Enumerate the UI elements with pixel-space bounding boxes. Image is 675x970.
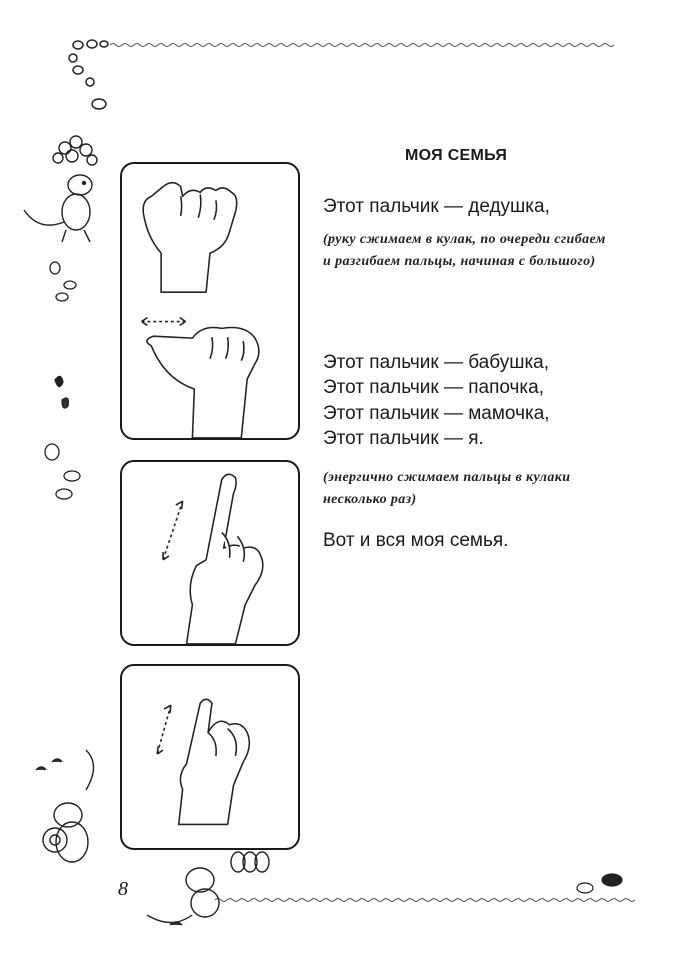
verse-line-2: Этот пальчик — бабушка, xyxy=(323,352,550,373)
instruction-note-1: (руку сжимаем в кулак, по очереди сгибаем и разгибаем пальцы, начиная с большого) xyxy=(323,232,606,269)
index-finger-up-icon xyxy=(122,462,298,644)
page-number: 8 xyxy=(118,878,128,900)
mouse-top-icon xyxy=(24,136,97,242)
page-title: МОЯ СЕМЬЯ xyxy=(405,147,508,164)
two-fingers-up-icon xyxy=(122,666,298,848)
mouse-bottom-icon xyxy=(147,852,269,925)
verse-line-4: Этот пальчик — мамочка, xyxy=(323,403,550,424)
verse-line-5: Этот пальчик — я. xyxy=(323,428,484,449)
illustration-panel-index xyxy=(120,460,300,646)
illustration-panel-fist xyxy=(120,162,300,440)
seeds-bottom-right-icon xyxy=(577,874,622,893)
verse-line-6: Вот и вся моя семья. xyxy=(323,530,509,551)
verse-line-1: Этот пальчик — дедушка, xyxy=(323,196,550,217)
verse-line-3: Этот пальчик — папочка, xyxy=(323,377,544,398)
fist-and-thumb-icon xyxy=(122,164,298,438)
illustration-panel-two-fingers xyxy=(120,664,300,850)
instruction-note-2: (энергично сжимаем пальцы в кулаки несколько раз) xyxy=(323,470,571,507)
mouse-button-icon xyxy=(36,750,94,862)
seeds-icon xyxy=(45,262,80,499)
beads-icon xyxy=(69,40,108,109)
